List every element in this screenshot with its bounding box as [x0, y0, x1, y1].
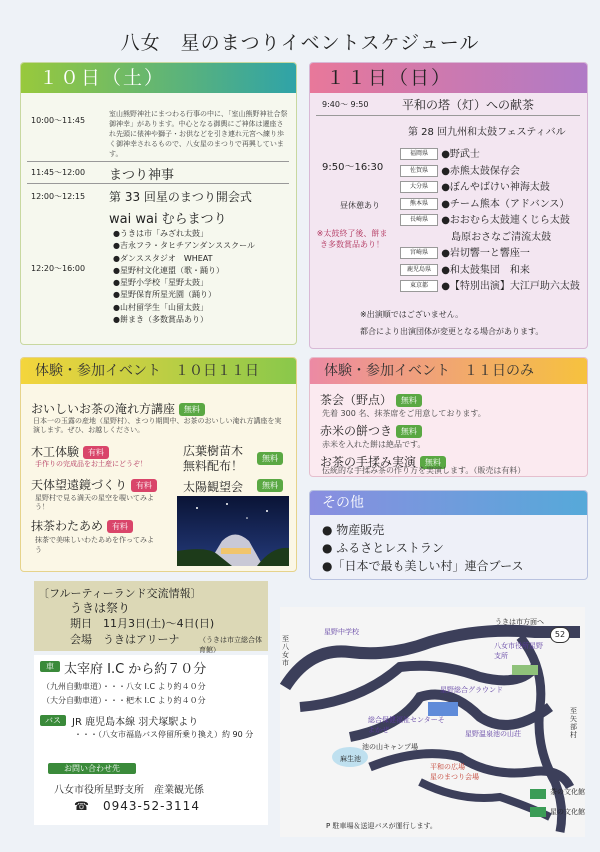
- list-item: ●吉永フラ・タヒチアンダンススクール: [113, 241, 256, 251]
- map-label-onsen: 星野温泉池の山荘: [465, 730, 521, 738]
- page-title: 八女 星のまつりイベントスケジュール: [120, 32, 480, 54]
- waiwai-label: wai wai むらまつり: [109, 212, 227, 227]
- list-item: ●星野保育所星光園（踊り）: [113, 290, 216, 300]
- bus-route-2: ・・・（八女市福島バス停留所乗り換え）約 90 分: [74, 730, 254, 739]
- group-name: ●おおむら太鼓連くじら太鼓: [441, 215, 570, 226]
- group-name: ●ぼんやばけい神海太鼓: [441, 182, 550, 193]
- pref-label: 東京都: [400, 280, 438, 292]
- event-name: 赤米の餅つき: [320, 424, 393, 438]
- group-name: ●野武士: [441, 149, 480, 160]
- divider: [27, 161, 289, 162]
- day10-heading: １０日（土）: [21, 63, 296, 93]
- pref-label: 大分県: [400, 181, 438, 193]
- access-info: [34, 655, 268, 825]
- map-label-ikeno: 池の山キャンプ場: [362, 743, 418, 751]
- contact-phone: ☎ 0943-52-3114: [74, 799, 200, 813]
- list-item: ●ダンススタジオ WHEAT: [113, 253, 213, 263]
- list-item: ●山村留学生「山留太鼓」: [113, 302, 208, 312]
- experience-both-days: [20, 357, 297, 572]
- day11-panel: [309, 62, 588, 349]
- map-label-tea: 茶の文化館: [550, 788, 585, 796]
- free-badge: 無料: [257, 452, 283, 465]
- bus-tag: バス: [40, 715, 66, 726]
- experience-day11: [309, 357, 588, 477]
- event-desc: 日本一の玉露の産地（星野村）、まつり期間中、お茶のおいしい淹れ方講座を実演します。ぜひ、お越しください。: [33, 417, 282, 434]
- ukiha-festival: うきは祭り: [70, 601, 131, 615]
- event-desc: 伝統的な手揉み茶の作り方を実演します。（販売は有料）: [322, 466, 526, 475]
- event-desc: 赤米を入れた餅は絶品です。: [322, 440, 426, 449]
- opening-ceremony: 第 33 回星のまつり開会式: [109, 190, 252, 204]
- observatory-photo-image: [177, 496, 289, 566]
- group-name: ●【特別出演】大江戸助六太鼓: [441, 281, 580, 292]
- list-item: ●星野村文化連盟（歌・踊り）: [113, 265, 224, 275]
- car-route-2: （大分自動車道）・・・杷木 I.C より約４０分: [42, 696, 206, 705]
- paid-badge: 有料: [107, 520, 133, 533]
- time-12-20: 12:20～16:00: [31, 264, 86, 273]
- divider: [27, 183, 289, 184]
- route-sign: 52: [550, 627, 570, 643]
- map-label-direction: うきは市方面へ: [495, 618, 544, 626]
- event-name: 木工体験: [31, 445, 80, 459]
- break-label: 昼休憩あり: [340, 201, 380, 210]
- festival-date: 期日 11月3日(土)～4日(日): [70, 617, 215, 630]
- pref-label: 宮崎県: [400, 247, 438, 259]
- group-name: ●岩切響一と響座一: [441, 248, 530, 259]
- map-label-ground: 星野総合グラウンド: [440, 686, 503, 694]
- event-name: 太陽観望会: [183, 480, 244, 494]
- car-heading: 太宰府 I.C から約７０分: [64, 662, 207, 677]
- performers-list: [113, 228, 255, 326]
- event-name: 抹茶わたあめ: [31, 519, 104, 533]
- exp11-heading: 体験・参加イベント １１日のみ: [310, 358, 587, 384]
- list-item: ● ふるさとレストラン: [322, 541, 444, 555]
- change-note: 都合により出演団体が変更となる場合があります。: [360, 327, 544, 336]
- paid-badge: 有料: [131, 479, 157, 492]
- map-label-star: 星の文化館: [550, 808, 585, 816]
- event-name: 天体望遠鏡づくり: [31, 478, 128, 492]
- event-desc: 手作りの完成品をお土産にどうぞ！: [35, 460, 147, 468]
- divider: [316, 115, 580, 116]
- taiko-festival: 第 28 回九州和太鼓フェスティバル: [408, 127, 566, 138]
- free-badge: 無料: [257, 479, 283, 492]
- free-badge: 無料: [396, 394, 422, 407]
- map-label-office: 八女市役所星野支所: [494, 642, 543, 660]
- time-11-45: 11:45～12:00: [31, 168, 86, 177]
- fruity-title: 〔フルーティーランド交流情報〕: [38, 587, 202, 600]
- free-badge: 無料: [396, 425, 422, 438]
- day10-panel: [20, 62, 297, 345]
- event-name: お茶の手揉み実演: [320, 455, 417, 469]
- area-map: [280, 607, 585, 837]
- event-name: 茶会（野点）: [320, 393, 393, 407]
- event-name: おいしいお茶の淹れ方講座: [31, 402, 176, 416]
- group-name: 島原おさなご清流太鼓: [441, 231, 552, 243]
- map-label-center: 総合保健福祉センターそよかぜ: [368, 716, 445, 734]
- event-desc: 抹茶で美味しいわたあめを作ってみよう: [35, 536, 154, 554]
- time-10-00: 10:00～11:45: [31, 116, 86, 125]
- day11-heading: １１日（日）: [310, 63, 587, 93]
- event-name: 無料配布！: [183, 459, 244, 473]
- group-name: ●チーム熊本（アドバンス）: [441, 198, 570, 210]
- list-item: ●「日本で最も美しい村」連合ブース: [322, 559, 524, 573]
- free-badge: 無料: [420, 456, 446, 469]
- taiko-groups: [400, 147, 580, 296]
- map-label-school: 星野中学校: [324, 628, 359, 636]
- group-name: ●和太鼓集団 和来: [441, 264, 530, 276]
- group-name: ●赤熊太鼓保存会: [441, 165, 520, 177]
- kencha-label: 平和の塔（灯）への献茶: [402, 98, 535, 112]
- map-label-plaza: 平和の広場 星のまつり会場: [430, 763, 479, 781]
- paid-badge: 有料: [83, 446, 109, 459]
- pref-label: 長崎県: [400, 214, 438, 226]
- free-badge: 無料: [179, 403, 205, 416]
- event-name: 広葉樹苗木: [183, 444, 244, 458]
- shrine-desc: 室山熊野神社にまつわる行事の中に、「室山熊野神社合祭御神幸」があります。中心となる御輿にご神体は遷座され先頭に俵神や獅子・お供などを引き連れ元宮へ練り歩く御神幸されるもので、八女星のまつりで再興しています。: [109, 110, 288, 158]
- other-heading: その他: [310, 491, 587, 515]
- pref-label: 熊本県: [400, 198, 438, 210]
- list-item: ●星野小学校「星野太鼓」: [113, 278, 208, 288]
- observatory-photo: [177, 496, 289, 566]
- order-note: ※出演順ではございません。: [360, 310, 464, 319]
- event-desc: 先着 300 名、抹茶席をご用意しております。: [322, 409, 486, 418]
- event-desc: 星野村で見る満天の星空を覗いてみよう！: [35, 494, 154, 511]
- contact-tag: お問い合わせ先: [48, 763, 136, 774]
- map-label-to-yame: 至八女市: [282, 635, 289, 667]
- car-tag: 車: [40, 661, 60, 672]
- festival-venue: 会場 うきはアリーナ: [70, 633, 180, 646]
- pref-label: 福岡県: [400, 148, 438, 160]
- contact-office: 八女市役所星野支所 産業観光係: [54, 785, 204, 796]
- fruity-land-info: [34, 581, 268, 654]
- map-label-to-yabe: 至矢部村: [570, 707, 577, 739]
- car-route-1: （九州自動車道）・・・八女 I.C より約４０分: [42, 682, 206, 691]
- list-item: ● 物産販売: [322, 523, 385, 537]
- list-item: ●うきは市「みざれ太鼓」: [113, 229, 208, 238]
- bus-route-1: JR 鹿児島本線 羽犬塚駅より: [72, 717, 199, 728]
- venue-note: （うきは市立総合体育館）: [199, 636, 262, 654]
- other-panel: [309, 490, 588, 580]
- pref-label: 佐賀県: [400, 165, 438, 177]
- map-label-pond: 麻生池: [340, 755, 361, 763]
- map-parking-note: P 駐車場＆送迎バスが運行します。: [326, 822, 437, 830]
- time-9-40: 9:40～ 9:50: [322, 100, 369, 109]
- shinji-label: まつり神事: [109, 168, 175, 183]
- time-9-50: 9:50～16:30: [322, 162, 384, 173]
- time-12-00: 12:00～12:15: [31, 192, 86, 201]
- mochi-note: ※太鼓終了後、餅まき多数賞品あり！: [316, 229, 388, 249]
- exp10-heading: 体験・参加イベント １０日１１日: [21, 358, 296, 384]
- list-item: ●餅まき（多数賞品あり）: [113, 315, 208, 325]
- pref-label: 鹿児島県: [400, 264, 438, 276]
